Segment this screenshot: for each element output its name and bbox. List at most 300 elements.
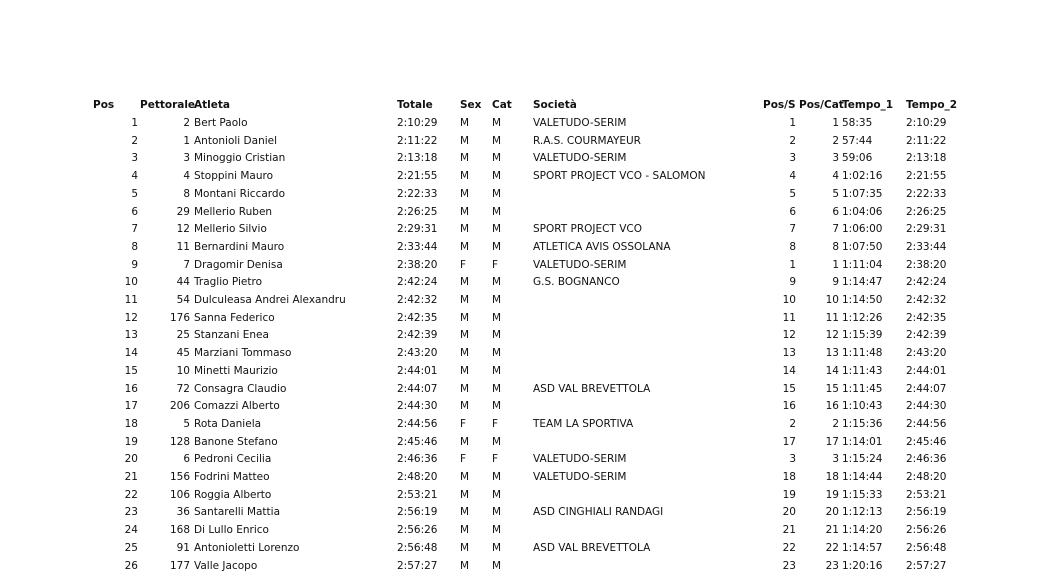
cell-pettorale: 3 xyxy=(183,152,190,165)
cell-pos-cat: 1 xyxy=(832,117,839,129)
cell-sex: M xyxy=(460,435,470,448)
cell-pettorale: 10 xyxy=(176,364,190,377)
table-row xyxy=(0,521,1058,539)
table-row xyxy=(0,486,1058,504)
cell-totale: 2:21:55 xyxy=(397,170,438,183)
cell-sex: M xyxy=(460,276,470,289)
cell-pos: 9 xyxy=(131,258,138,271)
cell-atleta: Rota Daniela xyxy=(194,417,262,430)
cell-atleta: Pedroni Cecilia xyxy=(194,453,272,466)
cell-tempo-2: 2:26:25 xyxy=(906,205,947,218)
cell-tempo-2: 2:44:07 xyxy=(906,382,947,395)
cell-pos-cat: 9 xyxy=(832,276,839,289)
table-row xyxy=(0,220,1058,238)
cell-tempo-2: 2:53:21 xyxy=(906,488,947,501)
cell-cat: M xyxy=(492,524,502,537)
cell-pettorale: 168 xyxy=(169,524,190,537)
cell-cat: M xyxy=(492,276,502,289)
cell-pos-s: 13 xyxy=(782,347,796,360)
cell-pos: 3 xyxy=(131,152,138,165)
cell-sex: F xyxy=(460,417,467,430)
cell-pos-cat: 10 xyxy=(825,294,839,306)
cell-sex: M xyxy=(460,400,470,413)
cell-sex: M xyxy=(460,347,470,360)
cell-sex: M xyxy=(460,134,470,147)
cell-cat: M xyxy=(492,471,502,483)
cell-societa: ASD VAL BREVETTOLA xyxy=(533,382,651,395)
table-row xyxy=(0,132,1058,150)
cell-atleta: Minetti Maurizio xyxy=(194,364,278,377)
cell-tempo-1: 57:44 xyxy=(842,134,873,147)
cell-pos-s: 7 xyxy=(789,223,796,236)
cell-societa: ASD VAL BREVETTOLA xyxy=(533,541,651,554)
cell-pettorale: 4 xyxy=(183,170,190,183)
cell-pos-cat: 18 xyxy=(825,471,839,483)
table-row xyxy=(0,433,1058,451)
cell-sex: M xyxy=(460,559,470,572)
cell-cat: M xyxy=(492,400,502,413)
table-row xyxy=(0,344,1058,362)
cell-tempo-2: 2:11:22 xyxy=(906,134,947,147)
cell-cat: M xyxy=(492,329,502,342)
cell-pos-s: 12 xyxy=(782,329,796,342)
cell-societa: TEAM LA SPORTIVA xyxy=(533,417,634,430)
cell-tempo-2: 2:44:56 xyxy=(906,417,947,430)
cell-pos: 4 xyxy=(131,170,138,183)
cell-tempo-1: 1:10:43 xyxy=(842,400,883,413)
cell-pos: 23 xyxy=(124,506,138,519)
cell-tempo-1: 1:02:16 xyxy=(842,170,883,183)
cell-pos-s: 18 xyxy=(782,471,796,483)
cell-atleta: Comazzi Alberto xyxy=(194,400,280,413)
table-row xyxy=(0,362,1058,380)
cell-tempo-2: 2:43:20 xyxy=(906,347,947,360)
cell-tempo-2: 2:56:19 xyxy=(906,506,947,519)
cell-pos: 19 xyxy=(124,435,138,448)
cell-tempo-2: 2:44:30 xyxy=(906,400,947,413)
cell-cat: F xyxy=(492,258,499,271)
cell-totale: 2:42:39 xyxy=(397,329,438,342)
cell-pos-cat: 20 xyxy=(825,506,839,519)
cell-pettorale: 1 xyxy=(183,134,190,147)
cell-tempo-2: 2:46:36 xyxy=(906,453,947,466)
cell-pettorale: 45 xyxy=(176,347,190,360)
table-row xyxy=(0,291,1058,309)
cell-sex: M xyxy=(460,506,470,519)
cell-sex: M xyxy=(460,364,470,377)
cell-tempo-1: 1:14:01 xyxy=(842,435,883,448)
cell-tempo-1: 1:07:50 xyxy=(842,240,883,253)
cell-atleta: Stanzani Enea xyxy=(194,329,269,342)
cell-pettorale: 54 xyxy=(176,294,190,306)
cell-pos: 5 xyxy=(131,187,138,200)
table-row xyxy=(0,450,1058,468)
cell-societa: VALETUDO-SERIM xyxy=(533,453,627,466)
cell-pos: 8 xyxy=(131,240,138,253)
cell-sex: M xyxy=(460,329,470,342)
cell-pos-s: 19 xyxy=(782,488,796,501)
cell-tempo-2: 2:10:29 xyxy=(906,117,947,129)
cell-tempo-2: 2:44:01 xyxy=(906,364,947,377)
table-row xyxy=(0,256,1058,274)
cell-societa: R.A.S. COURMAYEUR xyxy=(533,134,641,147)
cell-pos-s: 6 xyxy=(789,205,796,218)
cell-pettorale: 106 xyxy=(169,488,190,501)
cell-societa: VALETUDO-SERIM xyxy=(533,471,627,483)
cell-cat: M xyxy=(492,435,502,448)
cell-tempo-1: 1:14:44 xyxy=(842,471,883,483)
header-pettorale: Pettorale xyxy=(140,99,196,111)
cell-sex: M xyxy=(460,187,470,200)
table-row xyxy=(0,415,1058,433)
cell-pos: 16 xyxy=(124,382,138,395)
cell-pos-cat: 7 xyxy=(832,223,839,236)
cell-cat: M xyxy=(492,240,502,253)
cell-pos: 22 xyxy=(124,488,138,501)
cell-pos-s: 2 xyxy=(789,134,796,147)
cell-totale: 2:44:56 xyxy=(397,417,438,430)
cell-pos-s: 8 xyxy=(789,240,796,253)
table-row xyxy=(0,185,1058,203)
cell-totale: 2:56:48 xyxy=(397,541,438,554)
cell-tempo-1: 1:15:39 xyxy=(842,329,883,342)
header-societa: Società xyxy=(533,99,577,111)
table-row xyxy=(0,468,1058,486)
cell-societa: SPORT PROJECT VCO xyxy=(533,223,643,236)
cell-pos: 6 xyxy=(131,205,138,218)
header-pos-s: Pos/S xyxy=(763,99,796,111)
cell-sex: M xyxy=(460,541,470,554)
cell-pettorale: 91 xyxy=(176,541,190,554)
cell-cat: M xyxy=(492,488,502,501)
cell-pos-cat: 12 xyxy=(825,329,839,342)
cell-atleta: Valle Jacopo xyxy=(194,559,258,572)
cell-cat: M xyxy=(492,541,502,554)
header-pos-cat: Pos/Cat xyxy=(799,99,844,111)
cell-pos-s: 16 xyxy=(782,400,796,413)
cell-cat: M xyxy=(492,134,502,147)
cell-tempo-2: 2:22:33 xyxy=(906,187,947,200)
cell-totale: 2:29:31 xyxy=(397,223,438,236)
cell-atleta: Dulculeasa Andrei Alexandru xyxy=(194,294,346,306)
cell-totale: 2:53:21 xyxy=(397,488,438,501)
table-row xyxy=(0,167,1058,185)
cell-tempo-2: 2:56:26 xyxy=(906,524,947,537)
cell-atleta: Stoppini Mauro xyxy=(194,170,274,183)
cell-tempo-2: 2:29:31 xyxy=(906,223,947,236)
cell-pettorale: 6 xyxy=(183,453,190,466)
cell-atleta: Sanna Federico xyxy=(194,311,275,324)
cell-pos: 1 xyxy=(131,117,138,129)
cell-pos: 10 xyxy=(124,276,138,289)
table-row xyxy=(0,114,1058,132)
cell-pos-cat: 2 xyxy=(832,134,839,147)
cell-sex: F xyxy=(460,453,467,466)
cell-pos-cat: 17 xyxy=(825,435,839,448)
cell-sex: M xyxy=(460,170,470,183)
cell-pos-cat: 11 xyxy=(825,311,839,324)
cell-cat: M xyxy=(492,382,502,395)
header-tempo-1: Tempo_1 xyxy=(842,99,894,111)
cell-pos-cat: 4 xyxy=(832,170,839,183)
cell-totale: 2:44:07 xyxy=(397,382,438,395)
header-row xyxy=(0,96,1058,114)
cell-atleta: Roggia Alberto xyxy=(194,488,272,501)
cell-pos-cat: 21 xyxy=(825,524,839,537)
cell-pos-cat: 13 xyxy=(825,347,839,360)
cell-pos-s: 1 xyxy=(789,258,796,271)
cell-totale: 2:42:32 xyxy=(397,294,438,306)
cell-totale: 2:46:36 xyxy=(397,453,438,466)
table-row xyxy=(0,380,1058,398)
cell-cat: M xyxy=(492,347,502,360)
header-totale: Totale xyxy=(397,99,433,111)
cell-tempo-2: 2:42:24 xyxy=(906,276,947,289)
cell-totale: 2:10:29 xyxy=(397,117,438,129)
cell-societa: ATLETICA AVIS OSSOLANA xyxy=(533,240,671,253)
cell-cat: M xyxy=(492,364,502,377)
cell-societa: G.S. BOGNANCO xyxy=(533,276,620,289)
cell-atleta: Dragomir Denisa xyxy=(194,258,283,271)
cell-sex: M xyxy=(460,205,470,218)
cell-pos-cat: 3 xyxy=(832,453,839,466)
table-row xyxy=(0,503,1058,521)
cell-pos: 21 xyxy=(124,471,138,483)
cell-pettorale: 156 xyxy=(169,471,190,483)
table-row xyxy=(0,397,1058,415)
cell-tempo-1: 1:15:36 xyxy=(842,417,883,430)
cell-tempo-1: 1:12:26 xyxy=(842,311,883,324)
cell-pos-cat: 3 xyxy=(832,152,839,165)
table-row xyxy=(0,309,1058,327)
cell-pos-s: 11 xyxy=(782,311,796,324)
cell-totale: 2:45:46 xyxy=(397,435,438,448)
cell-sex: M xyxy=(460,294,470,306)
table-row xyxy=(0,203,1058,221)
cell-pettorale: 44 xyxy=(176,276,190,289)
cell-totale: 2:42:35 xyxy=(397,311,438,324)
cell-totale: 2:22:33 xyxy=(397,187,438,200)
cell-pos-cat: 2 xyxy=(832,417,839,430)
cell-tempo-1: 1:15:33 xyxy=(842,488,883,501)
cell-pettorale: 36 xyxy=(176,506,190,519)
cell-tempo-1: 58:35 xyxy=(842,117,873,129)
cell-cat: M xyxy=(492,152,502,165)
table-row xyxy=(0,326,1058,344)
cell-pos: 7 xyxy=(131,223,138,236)
cell-atleta: Banone Stefano xyxy=(194,435,278,448)
cell-pettorale: 72 xyxy=(176,382,190,395)
cell-pos: 17 xyxy=(124,400,138,413)
cell-tempo-2: 2:42:35 xyxy=(906,311,947,324)
cell-cat: M xyxy=(492,506,502,519)
cell-pos-cat: 16 xyxy=(825,400,839,413)
cell-cat: M xyxy=(492,205,502,218)
cell-totale: 2:42:24 xyxy=(397,276,438,289)
cell-sex: M xyxy=(460,117,470,129)
cell-tempo-1: 1:14:50 xyxy=(842,294,883,306)
cell-tempo-2: 2:21:55 xyxy=(906,170,947,183)
cell-pos: 25 xyxy=(124,541,138,554)
cell-sex: M xyxy=(460,223,470,236)
cell-pos-cat: 22 xyxy=(825,541,839,554)
cell-atleta: Montani Riccardo xyxy=(194,187,286,200)
cell-tempo-1: 1:14:57 xyxy=(842,541,883,554)
cell-pos: 2 xyxy=(131,134,138,147)
cell-tempo-1: 1:11:04 xyxy=(842,258,883,271)
cell-societa: VALETUDO-SERIM xyxy=(533,117,627,129)
cell-pos-s: 5 xyxy=(789,187,796,200)
cell-pos: 14 xyxy=(124,347,138,360)
cell-sex: F xyxy=(460,258,467,271)
cell-pos: 15 xyxy=(124,364,138,377)
cell-totale: 2:44:30 xyxy=(397,400,438,413)
cell-pos-s: 1 xyxy=(789,117,796,129)
cell-pos-cat: 14 xyxy=(825,364,839,377)
cell-atleta: Marziani Tommaso xyxy=(194,347,292,360)
cell-pos: 12 xyxy=(124,311,138,324)
cell-tempo-2: 2:42:32 xyxy=(906,294,947,306)
cell-atleta: Di Lullo Enrico xyxy=(194,524,269,537)
cell-societa: SPORT PROJECT VCO - SALOMON xyxy=(533,170,706,183)
cell-pos-s: 22 xyxy=(782,541,796,554)
table-row xyxy=(0,238,1058,256)
cell-pos: 20 xyxy=(124,453,138,466)
cell-totale: 2:11:22 xyxy=(397,134,438,147)
cell-pettorale: 25 xyxy=(176,329,190,342)
cell-sex: M xyxy=(460,311,470,324)
cell-totale: 2:56:26 xyxy=(397,524,438,537)
cell-pos-s: 4 xyxy=(789,170,796,183)
cell-tempo-1: 1:14:47 xyxy=(842,276,883,289)
cell-societa: VALETUDO-SERIM xyxy=(533,258,627,271)
cell-atleta: Antonioletti Lorenzo xyxy=(194,541,300,554)
cell-tempo-1: 1:11:45 xyxy=(842,382,883,395)
cell-tempo-2: 2:38:20 xyxy=(906,258,947,271)
cell-pos-s: 14 xyxy=(782,364,796,377)
cell-pos-cat: 6 xyxy=(832,205,839,218)
cell-sex: M xyxy=(460,382,470,395)
cell-pos-cat: 19 xyxy=(825,488,839,501)
cell-tempo-1: 1:15:24 xyxy=(842,453,883,466)
header-sex: Sex xyxy=(460,99,482,111)
cell-cat: M xyxy=(492,170,502,183)
cell-atleta: Fodrini Matteo xyxy=(194,471,270,483)
cell-tempo-2: 2:56:48 xyxy=(906,541,947,554)
table-row xyxy=(0,539,1058,557)
cell-atleta: Mellerio Ruben xyxy=(194,205,273,218)
cell-totale: 2:33:44 xyxy=(397,240,438,253)
cell-tempo-1: 1:06:00 xyxy=(842,223,883,236)
cell-cat: M xyxy=(492,559,502,572)
cell-pos: 24 xyxy=(124,524,138,537)
cell-cat: F xyxy=(492,417,499,430)
cell-totale: 2:43:20 xyxy=(397,347,438,360)
cell-totale: 2:44:01 xyxy=(397,364,438,377)
cell-sex: M xyxy=(460,240,470,253)
cell-pos-s: 20 xyxy=(782,506,796,519)
cell-tempo-1: 59:06 xyxy=(842,152,873,165)
cell-atleta: Consagra Claudio xyxy=(194,382,287,395)
cell-sex: M xyxy=(460,471,470,483)
cell-sex: M xyxy=(460,524,470,537)
cell-pos-s: 3 xyxy=(789,152,796,165)
cell-pos-s: 3 xyxy=(789,453,796,466)
cell-totale: 2:26:25 xyxy=(397,205,438,218)
cell-societa: ASD CINGHIALI RANDAGI xyxy=(533,506,664,519)
cell-tempo-1: 1:12:13 xyxy=(842,506,883,519)
cell-cat: M xyxy=(492,187,502,200)
table-row xyxy=(0,557,1058,575)
cell-cat: M xyxy=(492,223,502,236)
cell-cat: F xyxy=(492,453,499,466)
cell-atleta: Santarelli Mattia xyxy=(194,506,281,519)
table-row xyxy=(0,273,1058,291)
cell-pettorale: 177 xyxy=(169,559,190,572)
cell-pettorale: 128 xyxy=(169,435,190,448)
cell-sex: M xyxy=(460,152,470,165)
cell-totale: 2:13:18 xyxy=(397,152,438,165)
cell-pos-cat: 15 xyxy=(825,382,839,395)
cell-cat: M xyxy=(492,117,502,129)
cell-atleta: Minoggio Cristian xyxy=(194,152,286,165)
cell-societa: VALETUDO-SERIM xyxy=(533,152,627,165)
cell-pos-s: 15 xyxy=(782,382,796,395)
cell-tempo-2: 2:48:20 xyxy=(906,471,947,483)
cell-pos: 11 xyxy=(124,294,138,306)
cell-pos-s: 10 xyxy=(782,294,796,306)
header-pos: Pos xyxy=(93,99,115,111)
cell-pos-s: 17 xyxy=(782,435,796,448)
cell-totale: 2:38:20 xyxy=(397,258,438,271)
cell-pos: 18 xyxy=(124,417,138,430)
cell-atleta: Bernardini Mauro xyxy=(194,240,285,253)
cell-pettorale: 11 xyxy=(176,240,190,253)
cell-tempo-2: 2:42:39 xyxy=(906,329,947,342)
cell-pettorale: 12 xyxy=(176,223,190,236)
table-row xyxy=(0,149,1058,167)
cell-totale: 2:48:20 xyxy=(397,471,438,483)
cell-pos-s: 21 xyxy=(782,524,796,537)
cell-atleta: Antonioli Daniel xyxy=(194,134,278,147)
cell-tempo-2: 2:45:46 xyxy=(906,435,947,448)
cell-totale: 2:57:27 xyxy=(397,559,438,572)
cell-tempo-1: 1:14:20 xyxy=(842,524,883,537)
cell-pettorale: 29 xyxy=(176,205,190,218)
cell-sex: M xyxy=(460,488,470,501)
cell-pos: 13 xyxy=(124,329,138,342)
cell-pos-cat: 8 xyxy=(832,240,839,253)
cell-pos-s: 23 xyxy=(782,559,796,572)
cell-tempo-1: 1:11:48 xyxy=(842,347,883,360)
cell-pos-s: 9 xyxy=(789,276,796,289)
cell-atleta: Traglio Pietro xyxy=(194,276,262,289)
cell-pos-cat: 23 xyxy=(825,559,839,572)
cell-cat: M xyxy=(492,311,502,324)
cell-tempo-2: 2:13:18 xyxy=(906,152,947,165)
cell-pos: 26 xyxy=(124,559,138,572)
cell-tempo-2: 2:33:44 xyxy=(906,240,947,253)
cell-pettorale: 7 xyxy=(183,258,190,271)
header-cat: Cat xyxy=(492,99,512,111)
cell-pettorale: 5 xyxy=(183,417,190,430)
cell-tempo-1: 1:07:35 xyxy=(842,187,883,200)
cell-cat: M xyxy=(492,294,502,306)
cell-totale: 2:56:19 xyxy=(397,506,438,519)
cell-atleta: Bert Paolo xyxy=(194,117,248,129)
cell-pettorale: 2 xyxy=(183,117,190,129)
header-atleta: Atleta xyxy=(194,99,230,111)
